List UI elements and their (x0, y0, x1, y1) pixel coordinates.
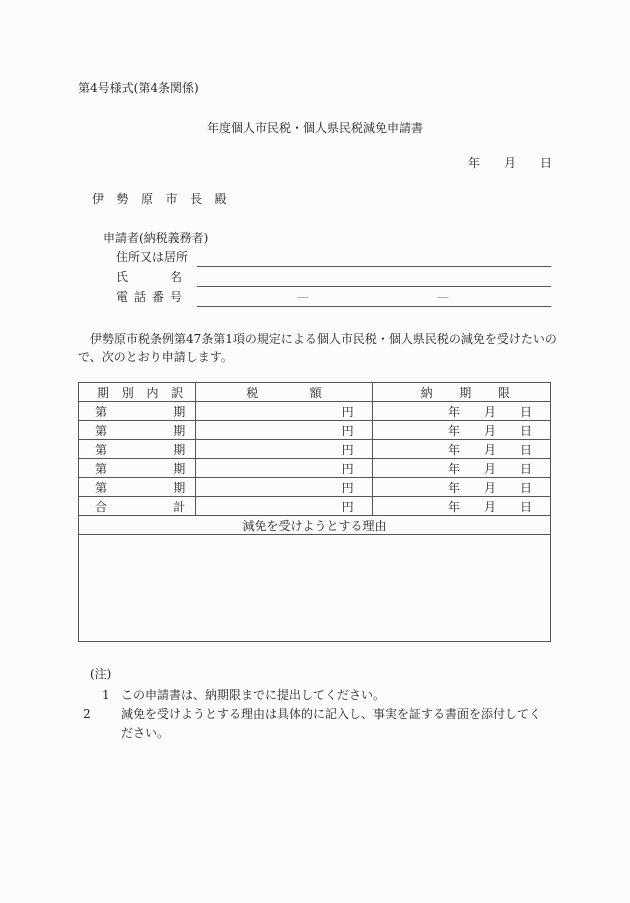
note-item: 1 この申請書は、納期限までに提出してください。 (102, 688, 386, 702)
address-label: 住所又は居所 (116, 250, 189, 264)
phone-field[interactable] (197, 306, 551, 307)
total-due-date-cell[interactable]: 年 月 日 (372, 497, 550, 516)
period-cell[interactable]: 第 期 (79, 402, 196, 421)
table-row (79, 478, 551, 497)
total-row (79, 497, 551, 516)
total-amount-cell[interactable]: 円 (196, 497, 372, 516)
phone-label: 電 話 番 号 (116, 290, 182, 304)
period-table (78, 382, 551, 642)
date-line (468, 156, 552, 170)
form-number: 第4号様式(第4条関係) (78, 81, 199, 95)
tax-amount-cell[interactable]: 円 (196, 440, 372, 459)
tax-amount-cell[interactable]: 円 (196, 459, 372, 478)
table-row (79, 402, 551, 421)
period-cell[interactable]: 第 期 (79, 459, 196, 478)
period-cell[interactable]: 第 期 (79, 440, 196, 459)
reason-row (79, 535, 551, 642)
reason-header: 減免を受けようとする理由 (79, 516, 551, 535)
document-title: 年度個人市民税・個人県民税減免申請書 (206, 121, 423, 135)
body-text: 伊勢原市税条例第47条第1項の規定による個人市民税・個人県民税の減免を受けたいので、次のとおり申請します。 (78, 332, 557, 364)
due-date-cell[interactable]: 年 月 日 (372, 421, 550, 440)
table-row (79, 421, 551, 440)
reason-header-row (79, 516, 551, 535)
address-field[interactable] (197, 266, 551, 267)
table-row (79, 459, 551, 478)
day-label: 日 (539, 156, 552, 170)
due-date-cell[interactable]: 年 月 日 (372, 440, 550, 459)
tax-amount-cell[interactable]: 円 (196, 478, 372, 497)
reason-field[interactable] (79, 535, 551, 642)
due-date-cell[interactable]: 年 月 日 (372, 478, 550, 497)
name-label: 氏 名 (116, 270, 182, 284)
notes-heading: (注) (90, 667, 112, 681)
applicant-heading: 申請者(納税義務者) (103, 231, 209, 245)
phone-separator: — (297, 290, 309, 304)
period-cell[interactable]: 第 期 (79, 478, 196, 497)
month-label: 月 (503, 156, 516, 170)
header-tax: 税 額 (196, 383, 372, 402)
total-label-cell: 合 計 (79, 497, 196, 516)
table-row (79, 440, 551, 459)
tax-amount-cell[interactable]: 円 (196, 421, 372, 440)
name-field[interactable] (197, 286, 551, 287)
year-label: 年 (468, 156, 481, 170)
table-header-row (79, 383, 551, 402)
phone-separator: — (437, 290, 449, 304)
addressee: 伊勢原市長殿 (92, 192, 240, 206)
header-period: 期 別 内 訳 (79, 383, 196, 402)
note-item: 2 減免を受けようとする理由は具体的に記入し、事実を証する書面を添付してください。 (83, 707, 542, 740)
due-date-cell[interactable]: 年 月 日 (372, 459, 550, 478)
tax-amount-cell[interactable]: 円 (196, 402, 372, 421)
due-date-cell[interactable]: 年 月 日 (372, 402, 550, 421)
period-cell[interactable]: 第 期 (79, 421, 196, 440)
header-due-date: 納 期 限 (372, 383, 550, 402)
